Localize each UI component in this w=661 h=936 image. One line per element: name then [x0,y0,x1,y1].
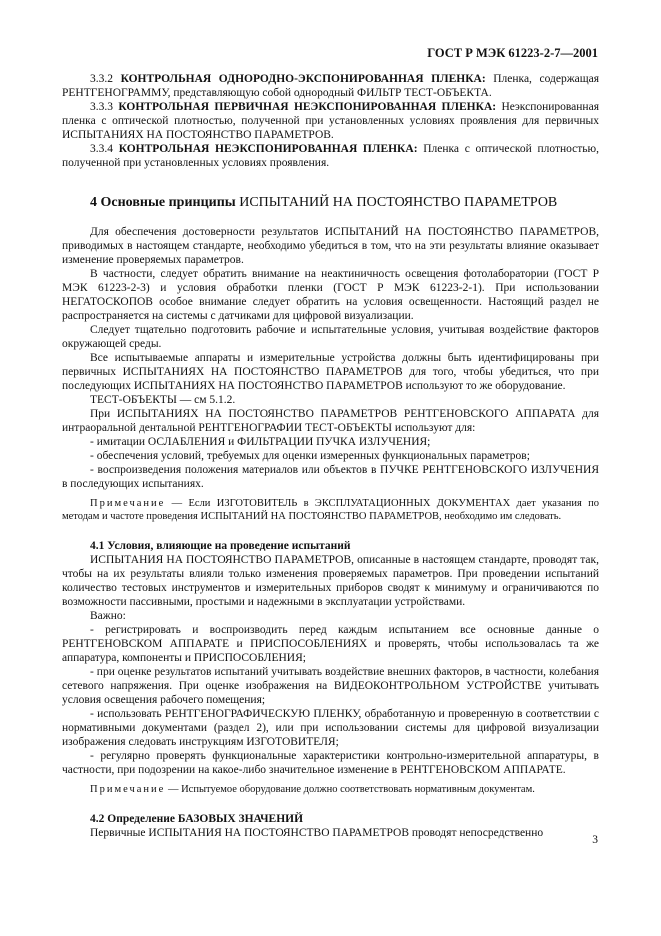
definition-3-3-4 [62,142,599,170]
section-4-1-title: 4.1 Условия, влияющие на проведение испытаний [90,540,351,552]
section-4-title: 4 Основные принципы ИСПЫТАНИЙ НА ПОСТОЯНСТВО ПАРАМЕТРОВ [90,195,558,210]
list-item: - воспроизведения положения материалов или объектов в ПУЧКЕ РЕНТГЕНОВСКОГО ИЗЛУЧЕНИЯ в последующих испытаниях. [62,464,599,490]
note [62,783,599,796]
definition-text: Пленка с оптической плотностью, полученной при установленных условиях проявления. [62,143,600,169]
note-label: Примечание [90,784,166,795]
definition-number: 3.3.3 [90,101,113,113]
page-content [62,72,599,840]
paragraph: Следует тщательно подготовить рабочие и испытательные условия, учитывая воздействие факторов окружающей среды. [62,324,599,350]
list-item: - регулярно проверять функциональные характеристики контрольно-измерительной аппаратуры, в частности, при подозрении на какое-либо значительное изменение в РЕНТГЕНОВСКОМ АППАРАТЕ. [62,750,599,776]
definition-term: КОНТРОЛЬНАЯ ПЕРВИЧНАЯ НЕЭКСПОНИРОВАННАЯ ПЛЕНКА: [118,101,497,113]
definition-term: КОНТРОЛЬНАЯ ОДНОРОДНО-ЭКСПОНИРОВАННАЯ ПЛЕНКА: [120,73,486,85]
note-text: — Испытуемое оборудование должно соответствовать нормативным документам. [167,784,535,795]
paragraph: В частности, следует обратить внимание на неактиничность освещения фотолаборатории (ГОСТ Р МЭК 61223-2-3) и условия обработки пленки (ГОСТ Р МЭК 61223-2-1). При использовании НЕГАТОСКОПОВ особое внимание следует обратить на условия освещенности. Настоящий раздел не распространяется на системы с датчиками для цифровой визуализации. [62,268,599,322]
note-label: Примечание [90,498,166,509]
list-item: - при оценке результатов испытаний учитывать воздействие внешних факторов, в частности, колебания сетевого напряжения. При оценке изображения на ВИДЕОКОНТРОЛЬНОМ УСТРОЙСТВЕ учитывать условия освещения рабочего помещения; [62,666,599,706]
list-item: - обеспечения условий, требуемых для оценки измеренных функциональных параметров; [90,450,530,462]
page-number: 3 [592,834,598,846]
list-item: - использовать РЕНТГЕНОГРАФИЧЕСКУЮ ПЛЕНКУ, обработанную и проверенную в соответствии с нормативными документами (раздел 2), или при использовании системы для цифровой визуализации изображения следовать инструкциям ИЗГОТОВИТЕЛЯ; [62,708,599,748]
definition-text: Пленка, содержащая РЕНТГЕНОГРАММУ, представляющую собой однородный ФИЛЬТР ТЕСТ-ОБЪЕКТА. [62,73,600,99]
paragraph: ИСПЫТАНИЯ НА ПОСТОЯНСТВО ПАРАМЕТРОВ, описанные в настоящем стандарте, проводят так, чтобы на их результаты влияли только изменения проверяемых параметров. При проведении испытаний количество тестовых инструментов и измерительных приборов сводят к минимуму и ограничиваются по возможности пассивными, простыми и надежными в эксплуатации устройствами. [62,554,599,608]
definition-text: Неэкспонированная пленка с оптической плотностью, полученной при установленных условиях проявления для первичных ИСПЫТАНИЯХ НА ПОСТОЯНСТВО ПАРАМЕТРОВ. [62,101,599,141]
paragraph: Первичные ИСПЫТАНИЯ НА ПОСТОЯНСТВО ПАРАМЕТРОВ проводят непосредственно [90,827,544,839]
definition-3-3-2 [62,72,599,100]
paragraph: При ИСПЫТАНИЯХ НА ПОСТОЯНСТВО ПАРАМЕТРОВ РЕНТГЕНОВСКОГО АППАРАТА для интраоральной дентальной РЕНТГЕНОГРАФИИ ТЕСТ-ОБЪЕКТЫ используют для: [62,408,599,434]
definition-number: 3.3.4 [90,143,113,155]
document-header: ГОСТ Р МЭК 61223-2-7—2001 [427,46,598,60]
paragraph: Важно: [90,610,126,622]
paragraph: ТЕСТ-ОБЪЕКТЫ — см 5.1.2. [90,394,236,406]
note [62,497,599,523]
definition-number: 3.3.2 [90,73,113,85]
definition-3-3-3 [62,100,599,142]
list-item: - регистрировать и воспроизводить перед каждым испытанием все основные данные о РЕНТГЕНОВСКОМ АППАРАТЕ и ПРИСПОСОБЛЕНИЯХ и проверять, чтобы использовалась та же аппаратура, компоненты и ПРИСПОСОБЛЕНИЯ; [62,624,599,664]
list-item: - имитации ОСЛАБЛЕНИЯ и ФИЛЬТРАЦИИ ПУЧКА ИЗЛУЧЕНИЯ; [90,436,431,448]
paragraph: Для обеспечения достоверности результатов ИСПЫТАНИЙ НА ПОСТОЯНСТВО ПАРАМЕТРОВ, приводимых в настоящем стандарте, необходимо убедиться в том, что на эти результаты влияние оказывает изменение проверяемых параметров. [62,226,599,266]
paragraph: Все испытываемые аппараты и измерительные устройства должны быть идентифицированы при первичных ИСПЫТАНИЯХ НА ПОСТОЯНСТВО ПАРАМЕТРОВ для того, чтобы убедиться, что при последующих ИСПЫТАНИЯХ НА ПОСТОЯНСТВО ПАРАМЕТРОВ используют то же оборудование. [62,352,599,392]
definition-term: КОНТРОЛЬНАЯ НЕЭКСПОНИРОВАННАЯ ПЛЕНКА: [118,143,418,155]
section-4-2-title: 4.2 Определение БАЗОВЫХ ЗНАЧЕНИЙ [90,813,304,825]
note-text: — Если ИЗГОТОВИТЕЛЬ в ЭКСПЛУАТАЦИОННЫХ ДОКУМЕНТАХ дает указания по методам и частоте проведения ИСПЫТАНИЙ НА ПОСТОЯНСТВО ПАРАМЕТРОВ, необходимо им следовать. [62,498,600,522]
